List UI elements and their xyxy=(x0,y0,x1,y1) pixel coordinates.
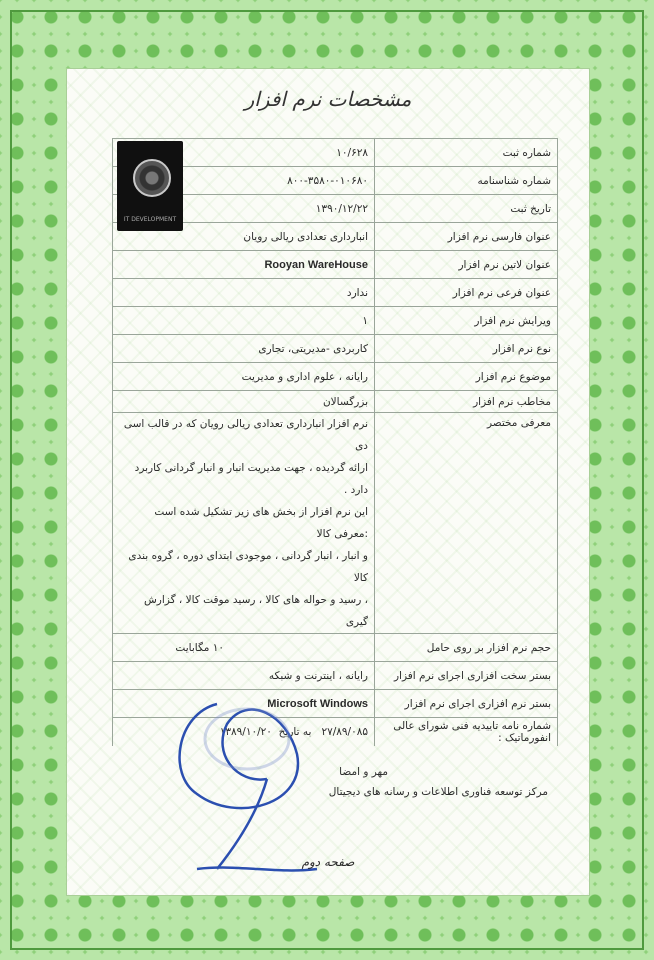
row-label: حجم نرم افزار بر روی حامل xyxy=(375,634,558,662)
latin-title: Rooyan WareHouse xyxy=(264,258,368,271)
row-label: بستر نرم افزاری اجرای نرم افزار xyxy=(375,690,558,718)
page-title: مشخصات نرم افزار xyxy=(244,87,412,111)
description xyxy=(113,413,375,634)
row-label: معرفی مختصر xyxy=(375,413,558,634)
table-row xyxy=(113,279,558,307)
row-label: عنوان فارسی نرم افزار xyxy=(375,223,558,251)
table-row xyxy=(113,363,558,391)
description-line: ، رسید و حواله های کالا ، رسید موقت کالا ، گزارش گیری xyxy=(143,594,368,628)
table-row xyxy=(113,307,558,335)
row-value: رایانه ، علوم اداری و مدیریت xyxy=(113,363,375,391)
platform-value: Microsoft Windows xyxy=(267,697,368,710)
row-value: کاربردی -مدیریتی، تجاری xyxy=(113,335,375,363)
row-value: ۸۰۰-۳۵۸۰-۰۱۰۶۸۰ xyxy=(113,167,375,195)
stamp-impression xyxy=(205,709,289,769)
row-value: ۱۳۹۰/۱۲/۲۲ xyxy=(113,195,375,223)
row-value: ۱۰ مگابایت xyxy=(113,634,375,662)
table-row xyxy=(113,335,558,363)
row-label: عنوان لاتین نرم افزار xyxy=(375,251,558,279)
description-line: ارائه گردیده ، جهت مدیریت انبار و انبار گردانی کاربرد دارد . xyxy=(134,462,368,496)
row-value: ندارد xyxy=(113,279,375,307)
seal-icon xyxy=(133,159,171,197)
row-label: نوع نرم افزار xyxy=(375,335,558,363)
row-label: شماره نامه تاییدیه فنی شورای عالی انفورماتیک : xyxy=(375,718,558,746)
stamp-label: مهر و امضا xyxy=(339,766,388,778)
approval-number: ۲۷/۸۹/۰۸۵ xyxy=(321,725,368,738)
description-line: نرم افزار انبارداری تعدادی ریالی رویان که در قالب اسی دی xyxy=(123,418,368,452)
logo-caption: IT DEVELOPMENT xyxy=(123,216,177,223)
row-label: ویرایش نرم افزار xyxy=(375,307,558,335)
description-line: و انبار ، انبار گردانی ، موجودی ابتدای دوره ، گروه بندی کالا xyxy=(128,550,368,584)
row-label: شماره ثبت xyxy=(375,139,558,167)
hologram-logo xyxy=(117,141,183,231)
row-value: ۱۰/۶۲۸ xyxy=(113,139,375,167)
organization-name: مرکز توسعه فناوری اطلاعات و رسانه های دیجیتال xyxy=(328,786,548,798)
row-label: شماره شناسنامه xyxy=(375,167,558,195)
row-value: بزرگسالان xyxy=(113,391,375,413)
approval-date: ۱۳۸۹/۱۰/۲۰ xyxy=(219,725,272,738)
row-label: مخاطب نرم افزار xyxy=(375,391,558,413)
certificate-page xyxy=(66,68,590,896)
row-value: ۱ xyxy=(113,307,375,335)
row-label: موضوع نرم افزار xyxy=(375,363,558,391)
approval-date-label: به تاریخ xyxy=(278,725,312,738)
table-row xyxy=(113,251,558,279)
table-row xyxy=(113,391,558,413)
table-row xyxy=(113,634,558,662)
row-label: عنوان فرعی نرم افزار xyxy=(375,279,558,307)
table-row xyxy=(113,413,558,634)
page-number: صفحه دوم xyxy=(301,855,355,869)
row-label: بستر سخت افزاری اجرای نرم افزار xyxy=(375,662,558,690)
row-label: تاریخ ثبت xyxy=(375,195,558,223)
row-value: رایانه ، اینترنت و شبکه xyxy=(113,662,375,690)
row-value: انبارداری تعدادی ریالی رویان xyxy=(113,223,375,251)
description-line: این نرم افزار از بخش های زیر تشکیل شده است :معرفی کالا xyxy=(154,506,368,540)
